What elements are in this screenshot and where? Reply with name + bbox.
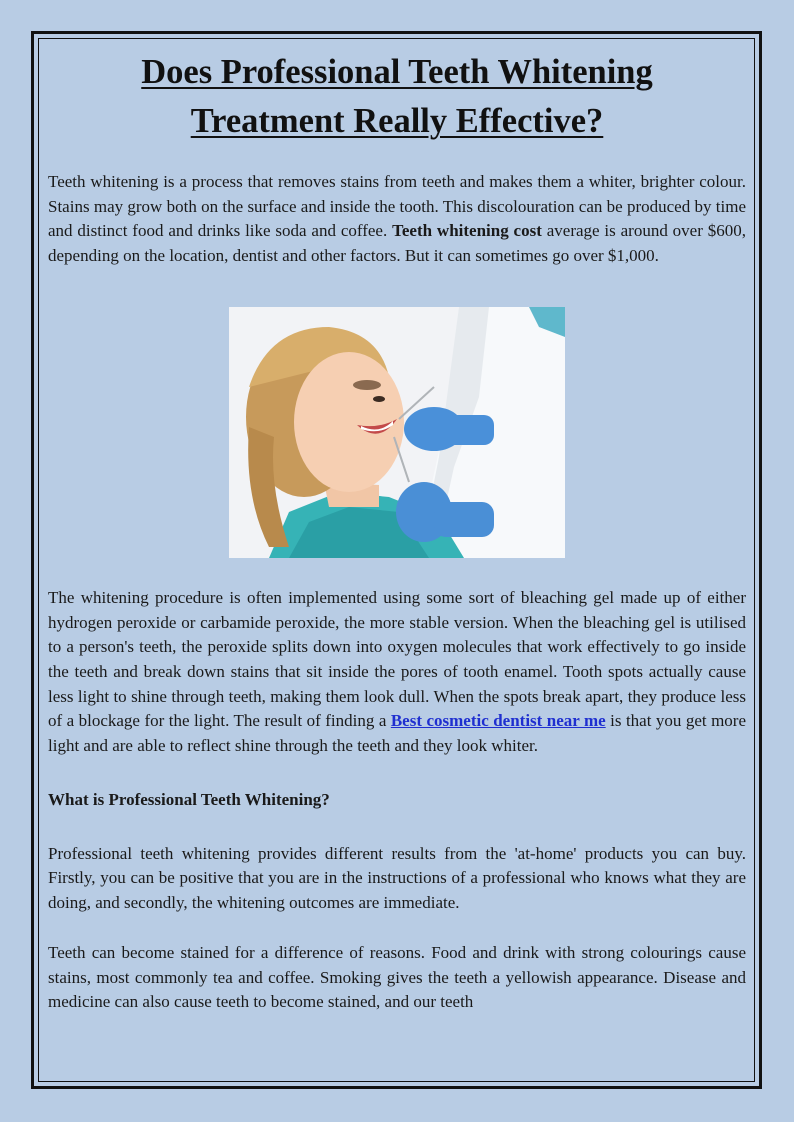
article [48,48,746,1015]
title-line-2-text: Treatment Really Effective [190,102,587,140]
page-title [48,48,746,146]
professional-paragraph: Professional teeth whitening provides different results from the 'at-home' products you can buy. Firstly, you can be positive that you are in the instructions of a professional who knows what they are doing, and secondly, the whitening outcomes are immediate. [48,843,746,913]
procedure-text-2: is that you get more light and are able to reflect shine through the teeth and they look whiter. [48,711,747,756]
procedure-paragraph [48,586,746,759]
section-heading: What is Professional Teeth Whitening? [48,789,330,809]
dentist-patient-image [229,307,565,558]
procedure-text-1: The whitening procedure is often implemented using some sort of bleaching gel made up of either hydrogen peroxide or carbamide peroxide, the more stable version. When the bleaching gel is utilised to a person's teeth, the peroxide splits down into oxygen molecules that work effectively to go inside the teeth and break down stains that sit inside the pores of tooth enamel. Tooth spots actually cause less light to shine through teeth, making them look dull. When the spots break apart, they produce less of a blockage for the light. The result of finding a [48,587,746,731]
intro-bold-term: Teeth whitening cost [392,221,542,241]
intro-text-2: average is around over $600, depending on the location, dentist and other factors. But it can sometimes go over $1,000. [48,221,746,266]
stains-paragraph: Teeth can become stained for a difference of reasons. Food and drink with strong colourings cause stains, most commonly tea and coffee. Smoking gives the teeth a yellowish appearance. Disease and medicine can also cause teeth to become stained, and our teeth [48,942,746,1012]
dentist-patient-illustration [229,307,565,558]
intro-paragraph [48,170,746,269]
title-line-1: Does Professional Teeth Whitening [141,53,653,91]
title-question-mark: ? [586,102,604,140]
intro-text-1: Teeth whitening is a process that removes stains from teeth and makes them a whiter, brighter colour. Stains may grow both on the surface and inside the tooth. This discolouration can be produced by time and distinct food and drinks like soda and coffee. [48,172,746,241]
title-line-2 [48,97,746,146]
cosmetic-dentist-link[interactable]: Best cosmetic dentist near me [390,711,606,731]
